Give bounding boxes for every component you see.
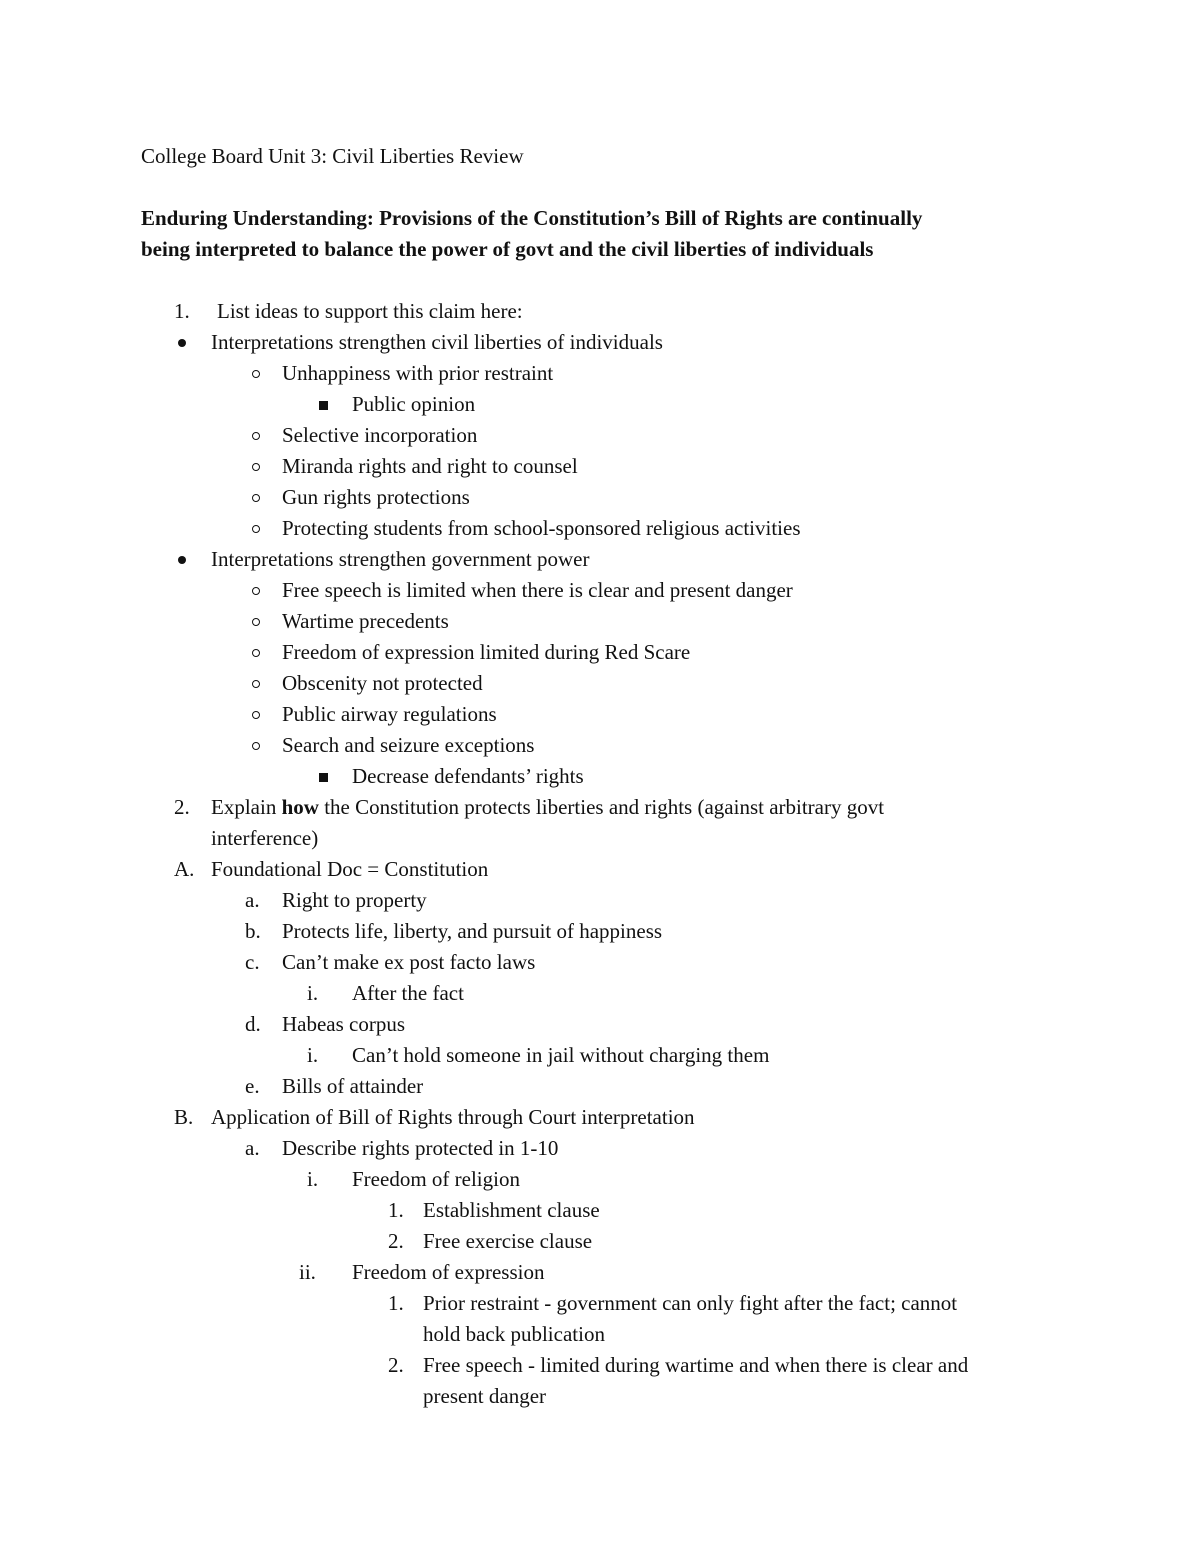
list-item-text: Interpretations strengthen civil liberties of individuals [211, 330, 663, 354]
list-item-text: Gun rights protections [282, 485, 470, 509]
list-marker: a. [245, 1136, 260, 1160]
list-item-text: Public airway regulations [282, 702, 497, 726]
list-marker: i. [307, 1043, 319, 1067]
list-item-text: Bills of attainder [282, 1074, 424, 1098]
list-marker: 2. [388, 1229, 404, 1253]
list-marker: e. [245, 1074, 260, 1098]
list-item-text: Protects life, liberty, and pursuit of happiness [282, 919, 663, 943]
list-item-text: Free speech is limited when there is clear and present danger [282, 578, 793, 602]
list-marker: c. [245, 950, 260, 974]
list-item-text: Freedom of expression [352, 1260, 545, 1284]
list-item-text: Habeas corpus [282, 1012, 406, 1036]
enduring-understanding [141, 203, 1061, 265]
list-item-text: Interpretations strengthen government power [211, 547, 590, 571]
bullet-icon [178, 556, 186, 564]
list-item-text: Free exercise clause [423, 1229, 593, 1253]
square-bullet-icon [319, 773, 328, 782]
list-item-text: Application of Bill of Rights through Court interpretation [211, 1105, 695, 1129]
circle-bullet-icon [252, 463, 260, 471]
list-item-text: Freedom of religion [352, 1167, 520, 1191]
enduring-understanding-line-1: Enduring Understanding: Provisions of the Constitution’s Bill of Rights are continually [141, 206, 923, 230]
list-item-text: Foundational Doc = Constitution [211, 857, 489, 881]
list-item-text: hold back publication [423, 1322, 605, 1346]
list-marker: i. [307, 981, 319, 1005]
list-item-text: Public opinion [352, 392, 476, 416]
list-item-text: Miranda rights and right to counsel [282, 454, 578, 478]
circle-bullet-icon [252, 494, 260, 502]
list-item-text: Right to property [282, 888, 427, 912]
list-item-text: present danger [423, 1384, 547, 1408]
q2-text-pre: Explain [211, 795, 282, 819]
list-marker: A. [174, 857, 195, 881]
list-item-text: Protecting students from school-sponsored religious activities [282, 516, 801, 540]
list-item-text: Decrease defendants’ rights [352, 764, 584, 788]
list-item-text: Describe rights protected in 1-10 [282, 1136, 559, 1160]
list-item-text [211, 792, 884, 823]
enduring-understanding-line-2: being interpreted to balance the power of govt and the civil liberties of individuals [141, 237, 874, 261]
list-marker: 1. [174, 299, 190, 323]
list-item-text: Obscenity not protected [282, 671, 483, 695]
list-item-text: Freedom of expression limited during Red Scare [282, 640, 691, 664]
square-bullet-icon [319, 401, 328, 410]
circle-bullet-icon [252, 711, 260, 719]
circle-bullet-icon [252, 649, 260, 657]
circle-bullet-icon [252, 432, 260, 440]
bullet-icon [178, 339, 186, 347]
circle-bullet-icon [252, 370, 260, 378]
list-marker: ii. [299, 1260, 316, 1284]
list-marker: 1. [388, 1198, 404, 1222]
circle-bullet-icon [252, 618, 260, 626]
list-marker: 2. [388, 1353, 404, 1377]
list-item-text: Prior restraint - government can only fight after the fact; cannot [423, 1291, 958, 1315]
list-item-text: Can’t make ex post facto laws [282, 950, 536, 974]
list-item-text: interference) [211, 826, 319, 850]
list-item-text: Search and seizure exceptions [282, 733, 535, 757]
circle-bullet-icon [252, 525, 260, 533]
list-item-text: Unhappiness with prior restraint [282, 361, 554, 385]
list-item-text: Wartime precedents [282, 609, 449, 633]
list-marker: d. [245, 1012, 261, 1036]
list-item-text: Can’t hold someone in jail without charging them [352, 1043, 770, 1067]
list-item-text: Free speech - limited during wartime and when there is clear and [423, 1353, 969, 1377]
document-title: College Board Unit 3: Civil Liberties Review [141, 144, 524, 168]
q2-text-post: the Constitution protects liberties and rights (against arbitrary govt [318, 795, 885, 819]
list-marker: 1. [388, 1291, 404, 1315]
q2-text-bold: how [281, 795, 319, 819]
circle-bullet-icon [252, 587, 260, 595]
list-marker: i. [307, 1167, 319, 1191]
list-item-text: List ideas to support this claim here: [217, 299, 523, 323]
list-marker: B. [174, 1105, 194, 1129]
circle-bullet-icon [252, 680, 260, 688]
list-marker: b. [245, 919, 261, 943]
circle-bullet-icon [252, 742, 260, 750]
list-item-text: Establishment clause [423, 1198, 600, 1222]
list-item-text: Selective incorporation [282, 423, 478, 447]
list-marker: 2. [174, 795, 190, 819]
list-item-text: After the fact [352, 981, 464, 1005]
list-marker: a. [245, 888, 260, 912]
